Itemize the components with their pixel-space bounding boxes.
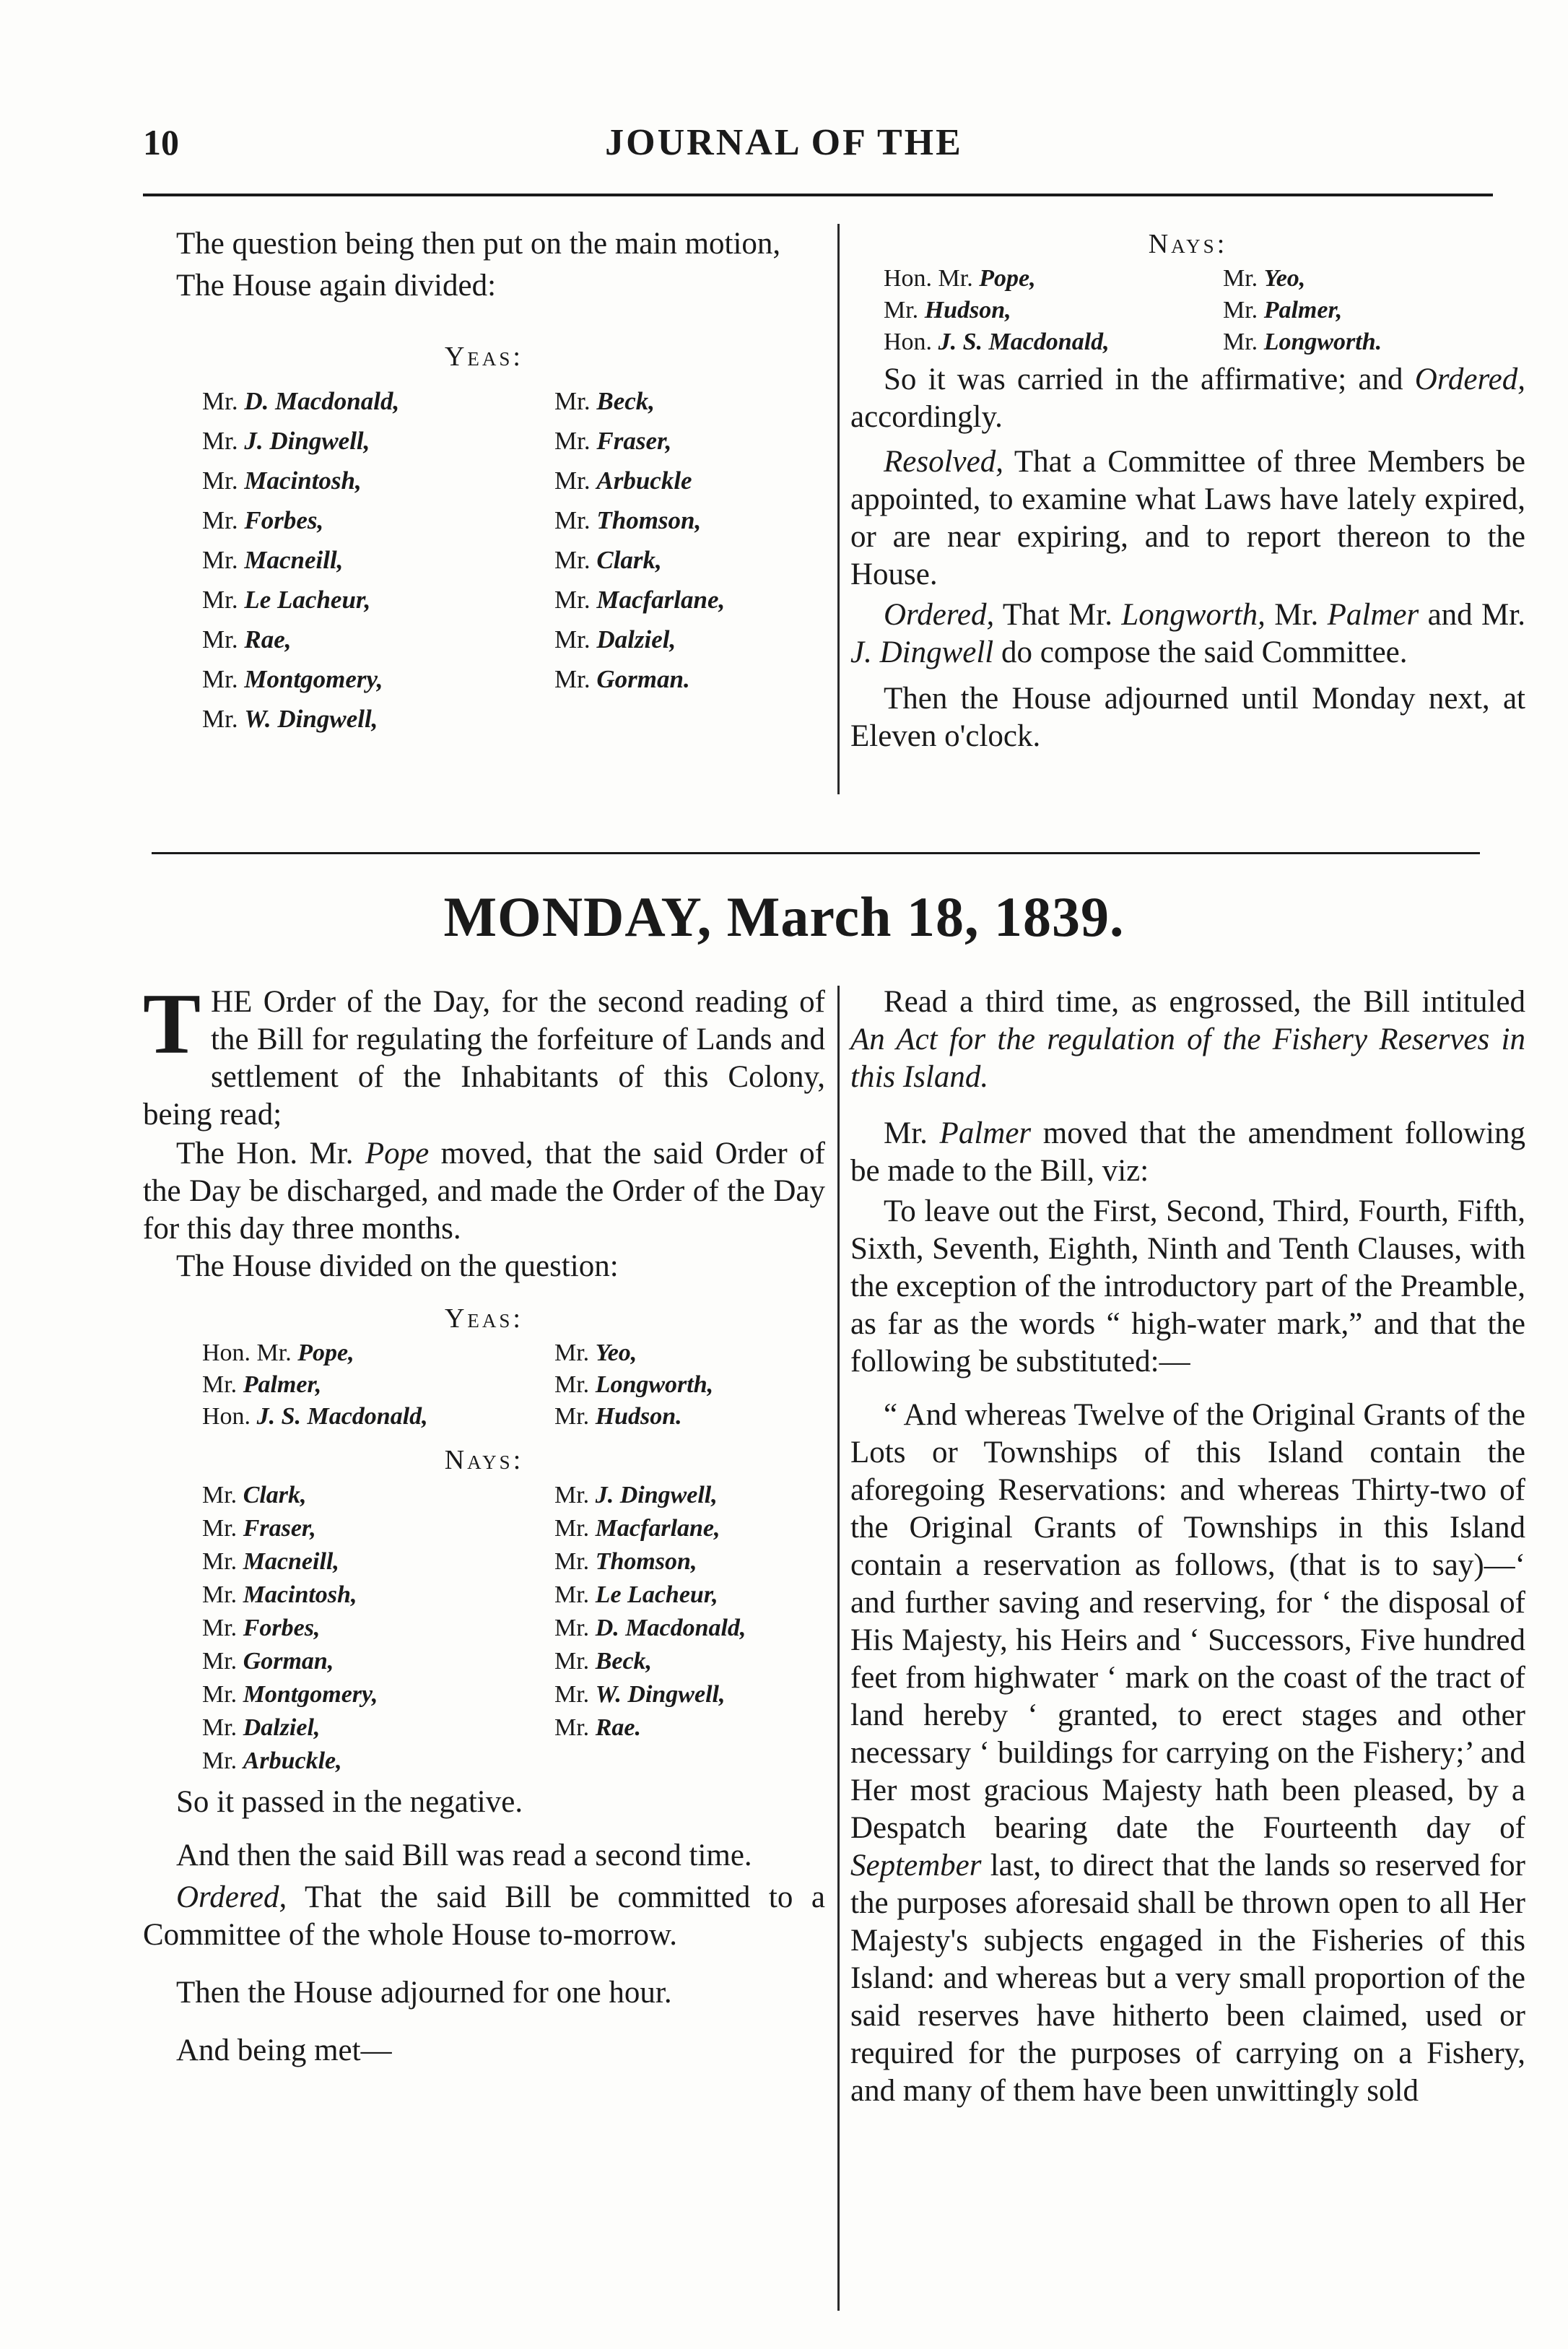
top-left-column	[143, 225, 825, 739]
paragraph: “ And whereas Twelve of the Original Grants of the Lots or Townships of this Island contain the aforegoing Reservations: and whereas Thirty-two of the Original Grants of Townships in this Island contain a reservation as follows, (that is to say)—‘ and further saving and reserving, for ‘ the disposal of His Majesty, his Heirs and ‘ Successors, Five hundred feet from highwater ‘ mark on the coast of the tract of land hereby ‘ granted, to erect stages and other necessary ‘ buildings for carrying on the Fishery;’ and Her most gracious Majesty hath been pleased, by a Despatch bearing date the Fourteenth day of September last, to direct that the lands so reserved for the purposes aforesaid shall be thrown open to all Her Majesty's subjects engaged in the Fisheries of this Island: and whereas but a very small proportion of the said reserves have hitherto been claimed, used or required for the purposes of carrying on a Fishery, and many of them have been unwittingly sold	[850, 1398, 1525, 2108]
list-item: Mr. Macfarlane,	[554, 1515, 720, 1542]
list-item: Mr. Gorman.	[554, 665, 690, 693]
list-item: Hon. Mr. Pope, Mr. Yeo,	[202, 1340, 637, 1366]
list-item: Mr. W. Dingwell,	[202, 705, 378, 733]
bottom-right-column	[850, 984, 1525, 2110]
paragraph: So it was carried in the affirmative; and Ordered, accordingly.	[850, 362, 1525, 434]
list-item: Mr. Gorman,	[202, 1648, 334, 1675]
paragraph: The Hon. Mr. Pope moved, that the said Order of the Day be discharged, and made the Order of the Day for this day three months.	[143, 1137, 825, 1246]
paragraph: The House divided on the question:	[176, 1249, 619, 1283]
date-heading: MONDAY, March 18, 1839.	[443, 885, 1125, 948]
list-item: Mr. Macintosh,	[202, 1581, 357, 1608]
list-item: Mr. Montgomery,	[202, 1681, 378, 1708]
yeas-label: Yeas:	[444, 342, 523, 372]
list-item: Mr. Montgomery,	[202, 665, 383, 693]
paragraph: Read a third time, as engrossed, the Bill intituled An Act for the regulation of the Fishery Reserves in this Island.	[850, 985, 1525, 1094]
list-item: Hon. J. S. Macdonald, Mr. Hudson.	[202, 1403, 682, 1430]
list-item: Mr. Macintosh,	[202, 466, 362, 495]
list-item: Mr. Macneill,	[202, 546, 344, 574]
nays-label: Nays:	[1148, 229, 1228, 259]
top-right-column	[850, 225, 1525, 755]
list-item: Mr. Forbes,	[202, 506, 324, 534]
paragraph: To leave out the First, Second, Third, Fourth, Fifth, Sixth, Seventh, Eighth, Ninth and Tenth Clauses, with the exception of the introductory part of the Preamble, as far as the words “ high-water mark,” and that the following be substituted:—	[850, 1194, 1525, 1378]
list-item: Mr. Fraser,	[202, 1515, 316, 1542]
paragraph: So it passed in the negative.	[176, 1785, 523, 1819]
paragraph: And then the said Bill was read a second time.	[176, 1838, 752, 1872]
list-item: Mr. Macneill,	[202, 1548, 339, 1575]
nays-list-right	[554, 1479, 746, 1778]
list-item: Mr. W. Dingwell,	[554, 1681, 726, 1708]
list-item: Mr. Arbuckle,	[202, 1747, 342, 1774]
list-item: Mr. Le Lacheur,	[202, 586, 371, 614]
nays-list	[850, 263, 1525, 358]
list-item: Mr. J. Dingwell,	[554, 1482, 718, 1508]
list-item: Mr. Fraser,	[554, 427, 672, 455]
list-item: Hon. J. S. Macdonald, Mr. Longworth.	[884, 329, 1382, 355]
yeas-list	[143, 1337, 825, 1433]
nays-list	[143, 1479, 825, 1778]
yeas-list	[143, 381, 825, 739]
yeas-list-left	[202, 381, 554, 739]
list-item: Mr. Dalziel,	[202, 1714, 321, 1741]
paragraph: Resolved, That a Committee of three Members be appointed, to examine what Laws have lately expired, or are near expiring, and to report thereon to the House.	[850, 445, 1525, 591]
list-item: Mr. Le Lacheur,	[554, 1581, 718, 1608]
bottom-left-column	[143, 976, 825, 2070]
yeas-label: Yeas:	[444, 1303, 523, 1334]
column-divider-top	[837, 224, 840, 794]
list-item: Mr. Rae.	[554, 1714, 641, 1741]
list-item: Mr. Macfarlane,	[554, 586, 726, 614]
list-item: Mr. J. Dingwell,	[202, 427, 370, 455]
header-rule	[143, 194, 1493, 196]
paragraph: And being met—	[176, 2033, 392, 2067]
list-item: Mr. Beck,	[554, 1648, 653, 1675]
nays-list-left	[202, 1479, 554, 1778]
page-number: 10	[143, 122, 179, 162]
running-title: JOURNAL OF THE	[605, 122, 963, 163]
list-item: Mr. D. Macdonald,	[554, 1615, 746, 1641]
paragraph: Then the House adjourned for one hour.	[176, 1976, 672, 2010]
nays-label: Nays:	[444, 1445, 524, 1475]
paragraph: The question being then put on the main motion,	[176, 227, 781, 261]
list-item: Mr. Thomson,	[554, 1548, 697, 1575]
paragraph: Ordered, That Mr. Longworth, Mr. Palmer and Mr. J. Dingwell do compose the said Committee.	[850, 598, 1525, 669]
paragraph: Then the House adjourned until Monday next, at Eleven o'clock.	[850, 682, 1525, 753]
list-item: Mr. Hudson, Mr. Palmer,	[884, 297, 1343, 324]
list-item: Mr. Rae,	[202, 625, 292, 654]
list-item: Hon. Mr. Pope, Mr. Yeo,	[884, 265, 1306, 292]
list-item: Mr. Arbuckle	[554, 466, 692, 495]
section-rule	[152, 852, 1480, 854]
paragraph: Mr. Palmer moved that the amendment following be made to the Bill, viz:	[850, 1116, 1526, 1188]
list-item: Mr. D. Macdonald,	[202, 387, 400, 415]
paragraph: The House again divided:	[176, 269, 497, 303]
list-item: Mr. Thomson,	[554, 506, 702, 534]
list-item: Mr. Beck,	[554, 387, 655, 415]
list-item: Mr. Dalziel,	[554, 625, 676, 654]
column-divider-bottom	[837, 986, 840, 2311]
list-item: Mr. Forbes,	[202, 1615, 321, 1641]
yeas-list-right	[554, 381, 725, 739]
drop-cap: T	[143, 976, 201, 1072]
list-item: Mr. Palmer, Mr. Longworth,	[202, 1371, 714, 1398]
list-item: Mr. Clark,	[202, 1482, 307, 1508]
paragraph: Ordered, That the said Bill be committed to a Committee of the whole House to-morrow.	[143, 1880, 825, 1952]
paragraph: THE Order of the Day, for the second reading of the Bill for regulating the forfeiture of Lands and settlement of the Inhabitants of this Colony, being read;	[143, 976, 825, 1132]
list-item: Mr. Clark,	[554, 546, 662, 574]
